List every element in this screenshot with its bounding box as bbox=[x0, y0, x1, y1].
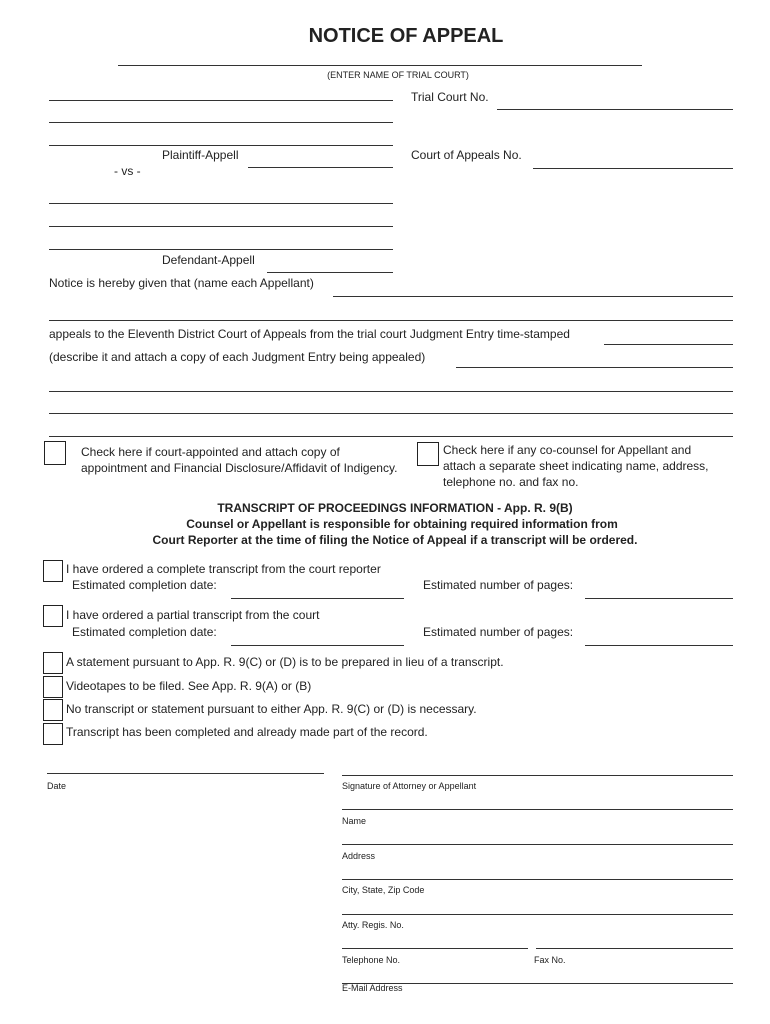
vs-label: - vs - bbox=[114, 164, 141, 178]
complete-transcript-checkbox[interactable] bbox=[43, 560, 63, 582]
partial-pages-field[interactable] bbox=[585, 645, 733, 646]
judgment-description-line-4[interactable] bbox=[49, 436, 733, 437]
transcript-completed-checkbox[interactable] bbox=[43, 723, 63, 745]
partial-pages-label: Estimated number of pages: bbox=[423, 625, 574, 639]
plaintiff-line-2[interactable] bbox=[49, 122, 393, 123]
statement-label: A statement pursuant to App. R. 9(C) or (D) is to be prepared in lieu of a transcript. bbox=[66, 655, 504, 669]
co-counsel-text-line3: telephone no. and fax no. bbox=[443, 475, 579, 489]
partial-transcript-checkbox[interactable] bbox=[43, 605, 63, 627]
complete-date-field[interactable] bbox=[231, 598, 404, 599]
describe-text: (describe it and attach a copy of each Judgment Entry being appealed) bbox=[49, 350, 426, 364]
appeals-text: appeals to the Eleventh District Court of Appeals from the trial court Judgment Entry time-stamped bbox=[49, 327, 570, 341]
name-label: Name bbox=[342, 816, 367, 826]
trial-court-no-label: Trial Court No. bbox=[411, 90, 489, 104]
city-state-zip-field[interactable] bbox=[342, 879, 733, 880]
plaintiff-line-3[interactable] bbox=[49, 145, 393, 146]
defendant-label: Defendant-Appell bbox=[162, 253, 255, 267]
timestamp-date-field[interactable] bbox=[604, 344, 733, 345]
notice-text: Notice is hereby given that (name each Appellant) bbox=[49, 276, 314, 290]
date-field[interactable] bbox=[47, 773, 324, 774]
fax-field[interactable] bbox=[536, 948, 733, 949]
court-appointed-text-line2: appointment and Financial Disclosure/Affidavit of Indigency. bbox=[81, 461, 398, 475]
atty-regis-no-label: Atty. Regis. No. bbox=[342, 920, 404, 930]
appellant-names-line-1[interactable] bbox=[333, 296, 733, 297]
videotapes-label: Videotapes to be filed. See App. R. 9(A) or (B) bbox=[66, 679, 312, 693]
partial-transcript-label: I have ordered a partial transcript from the court bbox=[66, 608, 320, 622]
defendant-line-3[interactable] bbox=[49, 249, 393, 250]
address-label: Address bbox=[342, 851, 376, 861]
court-of-appeals-no-field[interactable] bbox=[533, 168, 733, 169]
page-title: NOTICE OF APPEAL bbox=[308, 25, 504, 47]
fax-label: Fax No. bbox=[534, 955, 566, 965]
atty-regis-no-field[interactable] bbox=[342, 914, 733, 915]
appellant-names-line-2[interactable] bbox=[49, 320, 733, 321]
date-label: Date bbox=[47, 781, 67, 791]
signature-label: Signature of Attorney or Appellant bbox=[342, 781, 477, 791]
no-transcript-label: No transcript or statement pursuant to either App. R. 9(C) or (D) is necessary. bbox=[66, 702, 477, 716]
defendant-line-1[interactable] bbox=[49, 203, 393, 204]
judgment-description-line-3[interactable] bbox=[49, 413, 733, 414]
co-counsel-text-line2: attach a separate sheet indicating name, address, bbox=[443, 459, 709, 473]
telephone-field[interactable] bbox=[342, 948, 528, 949]
transcript-heading: TRANSCRIPT OF PROCEEDINGS INFORMATION - App. R. 9(B) bbox=[217, 501, 573, 515]
statement-checkbox[interactable] bbox=[43, 652, 63, 674]
videotapes-checkbox[interactable] bbox=[43, 676, 63, 698]
transcript-subheading-1: Counsel or Appellant is responsible for obtaining required information from bbox=[186, 517, 618, 531]
defendant-line-2[interactable] bbox=[49, 226, 393, 227]
complete-pages-label: Estimated number of pages: bbox=[423, 578, 574, 592]
transcript-subheading-2: Court Reporter at the time of filing the Notice of Appeal if a transcript will be ordered. bbox=[152, 533, 638, 547]
signature-field[interactable] bbox=[342, 775, 733, 776]
defendant-suffix-field[interactable] bbox=[267, 272, 393, 273]
plaintiff-suffix-field[interactable] bbox=[248, 167, 393, 168]
plaintiff-label: Plaintiff-Appell bbox=[162, 148, 239, 162]
court-appointed-checkbox[interactable] bbox=[44, 441, 66, 465]
trial-court-no-field[interactable] bbox=[497, 109, 733, 110]
court-of-appeals-no-label: Court of Appeals No. bbox=[411, 148, 522, 162]
telephone-label: Telephone No. bbox=[342, 955, 401, 965]
complete-transcript-label: I have ordered a complete transcript from the court reporter bbox=[66, 562, 381, 576]
complete-date-label: Estimated completion date: bbox=[72, 578, 217, 592]
plaintiff-line-1[interactable] bbox=[49, 100, 393, 101]
no-transcript-checkbox[interactable] bbox=[43, 699, 63, 721]
city-state-zip-label: City, State, Zip Code bbox=[342, 885, 425, 895]
court-appointed-text-line1: Check here if court-appointed and attach copy of bbox=[81, 445, 340, 459]
trial-court-name-line[interactable] bbox=[118, 65, 642, 66]
complete-pages-field[interactable] bbox=[585, 598, 733, 599]
trial-court-caption: (ENTER NAME OF TRIAL COURT) bbox=[327, 70, 469, 80]
judgment-description-line-2[interactable] bbox=[49, 391, 733, 392]
co-counsel-text-line1: Check here if any co-counsel for Appellant and bbox=[443, 443, 692, 457]
co-counsel-checkbox[interactable] bbox=[417, 442, 439, 466]
name-field[interactable] bbox=[342, 809, 733, 810]
email-label: E-Mail Address bbox=[342, 983, 403, 993]
partial-date-label: Estimated completion date: bbox=[72, 625, 217, 639]
transcript-completed-label: Transcript has been completed and already made part of the record. bbox=[66, 725, 428, 739]
partial-date-field[interactable] bbox=[231, 645, 404, 646]
judgment-description-line-1[interactable] bbox=[456, 367, 733, 368]
address-field[interactable] bbox=[342, 844, 733, 845]
